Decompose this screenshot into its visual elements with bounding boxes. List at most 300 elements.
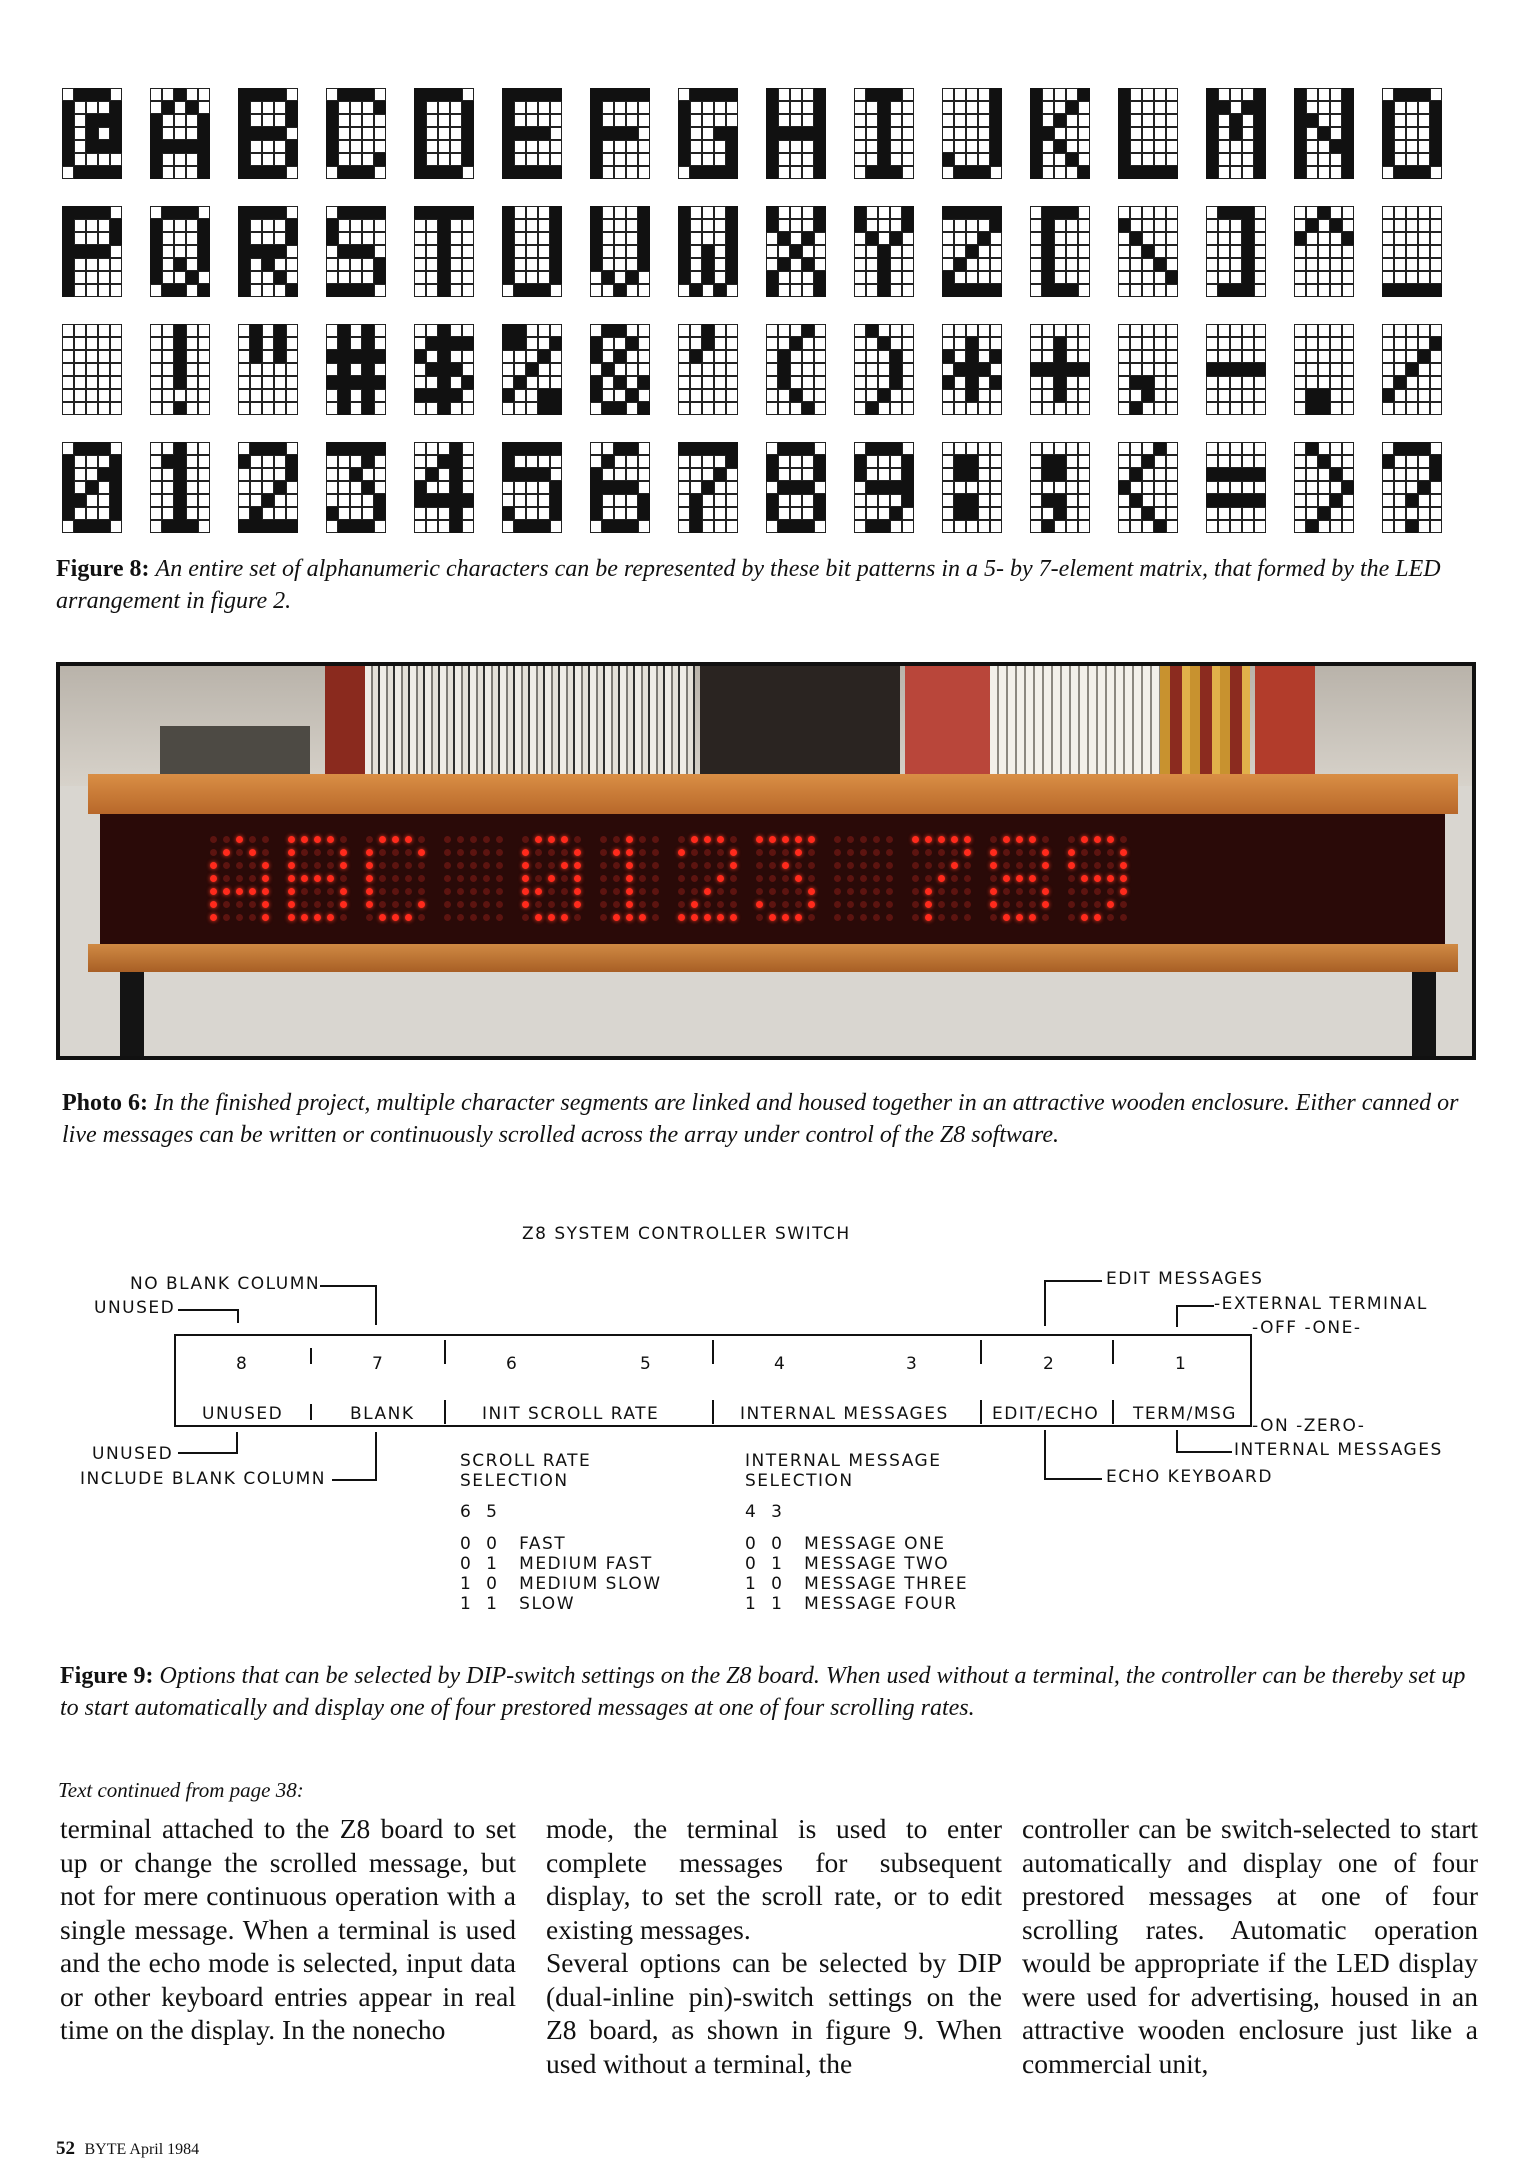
matrix-cell	[198, 206, 210, 219]
matrix-cell	[1142, 284, 1154, 297]
matrix-cell	[98, 363, 110, 376]
matrix-cell	[1242, 337, 1254, 350]
matrix-cell	[1306, 166, 1318, 179]
page-number: 52	[56, 2138, 75, 2159]
matrix-cell	[890, 337, 902, 350]
matrix-cell	[338, 494, 350, 507]
matrix-cell	[890, 153, 902, 166]
matrix-cell	[1230, 271, 1242, 284]
led-dot	[730, 901, 737, 908]
matrix-cell	[1294, 258, 1306, 271]
matrix-cell	[62, 271, 74, 284]
led-dot	[574, 862, 581, 869]
matrix-cell	[262, 494, 274, 507]
matrix-cell	[86, 258, 98, 271]
matrix-cell	[1406, 389, 1418, 402]
matrix-cell	[250, 232, 262, 245]
led-dot	[990, 914, 997, 921]
matrix-cell	[978, 481, 990, 494]
char-glyph	[238, 206, 298, 297]
led-dot	[561, 862, 568, 869]
matrix-cell	[1382, 114, 1394, 127]
matrix-cell	[1030, 153, 1042, 166]
matrix-cell	[1078, 258, 1090, 271]
matrix-cell	[714, 127, 726, 140]
matrix-cell	[1230, 481, 1242, 494]
matrix-cell	[350, 468, 362, 481]
matrix-cell	[1242, 402, 1254, 415]
matrix-cell	[186, 206, 198, 219]
matrix-cell	[262, 245, 274, 258]
matrix-cell	[954, 337, 966, 350]
matrix-cell	[110, 363, 122, 376]
matrix-cell	[1078, 363, 1090, 376]
matrix-cell	[174, 455, 186, 468]
matrix-cell	[1418, 520, 1430, 533]
led-dot	[691, 862, 698, 869]
matrix-cell	[110, 232, 122, 245]
matrix-cell	[526, 324, 538, 337]
matrix-cell	[350, 442, 362, 455]
matrix-cell	[678, 271, 690, 284]
matrix-cell	[426, 232, 438, 245]
matrix-cell	[450, 284, 462, 297]
matrix-cell	[638, 389, 650, 402]
led-dot	[379, 875, 386, 882]
matrix-cell	[1406, 127, 1418, 140]
led-dot	[535, 836, 542, 843]
page-footer	[56, 2138, 199, 2160]
matrix-cell	[814, 166, 826, 179]
matrix-cell	[1218, 258, 1230, 271]
matrix-cell	[1318, 232, 1330, 245]
matrix-cell	[426, 114, 438, 127]
matrix-cell	[1382, 166, 1394, 179]
matrix-cell	[802, 245, 814, 258]
matrix-cell	[726, 127, 738, 140]
matrix-cell	[374, 376, 386, 389]
matrix-cell	[702, 350, 714, 363]
matrix-cell	[274, 324, 286, 337]
matrix-cell	[438, 166, 450, 179]
matrix-cell	[1418, 153, 1430, 166]
matrix-cell	[790, 153, 802, 166]
matrix-cell	[854, 219, 866, 232]
matrix-cell	[1054, 455, 1066, 468]
matrix-cell	[1230, 245, 1242, 258]
matrix-cell	[1406, 114, 1418, 127]
matrix-cell	[790, 114, 802, 127]
matrix-cell	[942, 402, 954, 415]
matrix-cell	[1142, 206, 1154, 219]
led-dot	[1003, 862, 1010, 869]
matrix-cell	[414, 101, 426, 114]
matrix-cell	[590, 494, 602, 507]
matrix-cell	[286, 494, 298, 507]
matrix-cell	[890, 88, 902, 101]
matrix-cell	[462, 245, 474, 258]
matrix-cell	[766, 271, 778, 284]
label-unused-top: UNUSED	[94, 1298, 176, 1318]
matrix-cell	[374, 337, 386, 350]
led-dot	[301, 836, 308, 843]
matrix-cell	[1406, 206, 1418, 219]
matrix-cell	[1394, 520, 1406, 533]
matrix-cell	[990, 376, 1002, 389]
matrix-cell	[238, 140, 250, 153]
led-dot	[639, 836, 646, 843]
matrix-cell	[1242, 520, 1254, 533]
matrix-cell	[1342, 166, 1354, 179]
matrix-cell	[1154, 219, 1166, 232]
matrix-cell	[550, 101, 562, 114]
matrix-cell	[1042, 88, 1054, 101]
matrix-cell	[514, 127, 526, 140]
matrix-cell	[462, 442, 474, 455]
matrix-cell	[1042, 468, 1054, 481]
matrix-cell	[1042, 494, 1054, 507]
matrix-cell	[678, 245, 690, 258]
matrix-cell	[1418, 271, 1430, 284]
matrix-cell	[690, 114, 702, 127]
matrix-cell	[414, 389, 426, 402]
matrix-cell	[174, 88, 186, 101]
matrix-cell	[942, 88, 954, 101]
matrix-cell	[262, 520, 274, 533]
matrix-cell	[414, 337, 426, 350]
matrix-cell	[778, 494, 790, 507]
matrix-cell	[1418, 337, 1430, 350]
led-dot	[1107, 849, 1114, 856]
led-dot	[223, 862, 230, 869]
matrix-cell	[1430, 114, 1442, 127]
matrix-cell	[1118, 363, 1130, 376]
matrix-cell	[162, 507, 174, 520]
matrix-cell	[1330, 101, 1342, 114]
matrix-cell	[714, 219, 726, 232]
matrix-cell	[614, 494, 626, 507]
led-dot	[1068, 875, 1075, 882]
matrix-cell	[1394, 402, 1406, 415]
char-glyph	[854, 324, 914, 415]
matrix-cell	[726, 245, 738, 258]
matrix-cell	[1230, 101, 1242, 114]
matrix-cell	[638, 350, 650, 363]
matrix-cell	[1142, 258, 1154, 271]
matrix-cell	[1130, 350, 1142, 363]
matrix-cell	[426, 166, 438, 179]
matrix-cell	[678, 114, 690, 127]
matrix-cell	[1054, 101, 1066, 114]
matrix-cell	[614, 114, 626, 127]
matrix-cell	[186, 350, 198, 363]
matrix-cell	[1382, 258, 1394, 271]
matrix-cell	[174, 402, 186, 415]
matrix-cell	[878, 101, 890, 114]
matrix-cell	[1242, 140, 1254, 153]
matrix-cell	[1206, 127, 1218, 140]
matrix-cell	[98, 455, 110, 468]
field-init-scroll-rate: INIT SCROLL RATE	[482, 1404, 660, 1424]
matrix-cell	[338, 284, 350, 297]
matrix-cell	[502, 166, 514, 179]
led-dot	[1042, 849, 1049, 856]
led-dot	[392, 901, 399, 908]
led-dot	[951, 849, 958, 856]
matrix-cell	[602, 114, 614, 127]
led-dot	[262, 901, 269, 908]
matrix-cell	[514, 140, 526, 153]
matrix-cell	[766, 350, 778, 363]
matrix-cell	[502, 350, 514, 363]
matrix-cell	[1130, 219, 1142, 232]
matrix-cell	[110, 219, 122, 232]
matrix-cell	[854, 166, 866, 179]
led-dot	[613, 914, 620, 921]
matrix-cell	[1118, 402, 1130, 415]
matrix-cell	[1342, 507, 1354, 520]
matrix-cell	[690, 245, 702, 258]
matrix-cell	[426, 507, 438, 520]
matrix-cell	[1154, 284, 1166, 297]
matrix-cell	[250, 114, 262, 127]
matrix-cell	[1042, 153, 1054, 166]
led-dot	[678, 862, 685, 869]
matrix-cell	[438, 219, 450, 232]
matrix-cell	[1218, 468, 1230, 481]
matrix-cell	[374, 166, 386, 179]
matrix-cell	[186, 402, 198, 415]
matrix-cell	[1382, 101, 1394, 114]
matrix-cell	[414, 232, 426, 245]
led-dot	[990, 901, 997, 908]
matrix-cell	[526, 219, 538, 232]
matrix-cell	[150, 219, 162, 232]
matrix-cell	[1430, 153, 1442, 166]
matrix-cell	[638, 206, 650, 219]
body-column-3: controller can be switch-selected to start automatically and display one of four prestored messages at one of four scrolling rates. Automatic operation would be appropriate if the LED display were used for advertising, housed in an attractive wooden enclosure just like a commercial unit,	[1022, 1813, 1478, 2079]
matrix-cell	[726, 376, 738, 389]
matrix-cell	[614, 376, 626, 389]
led-dot	[223, 914, 230, 921]
matrix-cell	[1418, 442, 1430, 455]
matrix-cell	[414, 245, 426, 258]
matrix-cell	[374, 258, 386, 271]
matrix-cell	[978, 376, 990, 389]
field-blank: BLANK	[350, 1404, 415, 1424]
matrix-cell	[198, 324, 210, 337]
matrix-cell	[1294, 494, 1306, 507]
matrix-cell	[714, 337, 726, 350]
matrix-cell	[362, 219, 374, 232]
matrix-cell	[1230, 166, 1242, 179]
matrix-cell	[966, 206, 978, 219]
matrix-cell	[1054, 114, 1066, 127]
char-glyph	[854, 88, 914, 179]
led-dot	[288, 862, 295, 869]
matrix-cell	[590, 442, 602, 455]
matrix-cell	[1306, 140, 1318, 153]
matrix-cell	[1218, 376, 1230, 389]
matrix-cell	[538, 271, 550, 284]
matrix-cell	[978, 245, 990, 258]
led-dot	[262, 849, 269, 856]
matrix-cell	[62, 455, 74, 468]
matrix-cell	[374, 324, 386, 337]
matrix-cell	[1242, 468, 1254, 481]
matrix-cell	[1166, 376, 1178, 389]
matrix-cell	[978, 166, 990, 179]
matrix-cell	[150, 507, 162, 520]
led-dot	[379, 849, 386, 856]
matrix-cell	[1218, 507, 1230, 520]
matrix-cell	[1142, 271, 1154, 284]
matrix-cell	[74, 350, 86, 363]
matrix-cell	[326, 389, 338, 402]
led-dot	[938, 901, 945, 908]
matrix-cell	[62, 245, 74, 258]
matrix-cell	[350, 389, 362, 402]
matrix-cell	[1430, 402, 1442, 415]
matrix-cell	[1054, 402, 1066, 415]
led-dot	[795, 901, 802, 908]
matrix-cell	[250, 206, 262, 219]
matrix-cell	[778, 402, 790, 415]
matrix-cell	[274, 127, 286, 140]
matrix-cell	[86, 455, 98, 468]
matrix-cell	[426, 140, 438, 153]
led-dot	[795, 836, 802, 843]
matrix-cell	[1142, 389, 1154, 402]
char-glyph	[678, 88, 738, 179]
matrix-cell	[1430, 389, 1442, 402]
matrix-cell	[86, 245, 98, 258]
matrix-cell	[86, 232, 98, 245]
matrix-cell	[590, 507, 602, 520]
matrix-cell	[678, 219, 690, 232]
matrix-cell	[502, 114, 514, 127]
matrix-cell	[790, 363, 802, 376]
matrix-cell	[978, 258, 990, 271]
led-dot	[769, 849, 776, 856]
matrix-cell	[690, 376, 702, 389]
matrix-cell	[514, 363, 526, 376]
matrix-cell	[110, 337, 122, 350]
matrix-cell	[1042, 206, 1054, 219]
matrix-cell	[590, 337, 602, 350]
led-dot	[301, 875, 308, 882]
char-glyph	[1382, 88, 1442, 179]
continued-from-note: Text continued from page 38:	[58, 1778, 304, 1802]
matrix-cell	[942, 376, 954, 389]
matrix-cell	[802, 520, 814, 533]
matrix-cell	[678, 468, 690, 481]
led-dot	[730, 914, 737, 921]
matrix-cell	[690, 468, 702, 481]
matrix-cell	[1042, 337, 1054, 350]
led-dot	[808, 888, 815, 895]
led-dot	[236, 875, 243, 882]
matrix-cell	[978, 402, 990, 415]
matrix-cell	[602, 245, 614, 258]
matrix-cell	[814, 140, 826, 153]
matrix-cell	[778, 284, 790, 297]
matrix-cell	[890, 455, 902, 468]
matrix-cell	[462, 284, 474, 297]
matrix-cell	[878, 481, 890, 494]
led-dot	[483, 901, 490, 908]
matrix-cell	[286, 324, 298, 337]
matrix-cell	[778, 481, 790, 494]
char-glyph	[1030, 206, 1090, 297]
matrix-cell	[626, 140, 638, 153]
matrix-cell	[110, 88, 122, 101]
matrix-cell	[1142, 402, 1154, 415]
matrix-cell	[86, 507, 98, 520]
matrix-cell	[1430, 363, 1442, 376]
led-dot	[912, 901, 919, 908]
scroll-rate-subtitle: SELECTION	[460, 1471, 569, 1491]
matrix-cell	[690, 284, 702, 297]
matrix-cell	[602, 520, 614, 533]
led-dot	[834, 849, 841, 856]
matrix-cell	[1318, 350, 1330, 363]
matrix-cell	[1242, 324, 1254, 337]
matrix-cell	[414, 324, 426, 337]
matrix-cell	[274, 507, 286, 520]
matrix-cell	[954, 127, 966, 140]
matrix-cell	[990, 481, 1002, 494]
matrix-cell	[1054, 88, 1066, 101]
matrix-cell	[186, 271, 198, 284]
matrix-cell	[978, 101, 990, 114]
matrix-cell	[150, 114, 162, 127]
matrix-cell	[802, 271, 814, 284]
matrix-cell	[1230, 140, 1242, 153]
matrix-cell	[854, 389, 866, 402]
matrix-cell	[162, 140, 174, 153]
matrix-cell	[1254, 350, 1266, 363]
matrix-cell	[866, 127, 878, 140]
matrix-cell	[678, 284, 690, 297]
matrix-cell	[1206, 363, 1218, 376]
matrix-cell	[1430, 324, 1442, 337]
matrix-cell	[502, 232, 514, 245]
matrix-cell	[1306, 101, 1318, 114]
matrix-cell	[1318, 153, 1330, 166]
matrix-cell	[1054, 140, 1066, 153]
matrix-cell	[802, 258, 814, 271]
matrix-cell	[854, 258, 866, 271]
matrix-cell	[1330, 337, 1342, 350]
matrix-cell	[286, 127, 298, 140]
matrix-cell	[1130, 494, 1142, 507]
led-dot	[1003, 836, 1010, 843]
matrix-cell	[1030, 442, 1042, 455]
matrix-cell	[1430, 350, 1442, 363]
matrix-cell	[602, 206, 614, 219]
matrix-cell	[162, 258, 174, 271]
matrix-cell	[614, 101, 626, 114]
matrix-cell	[162, 166, 174, 179]
matrix-cell	[438, 114, 450, 127]
matrix-cell	[1318, 206, 1330, 219]
matrix-cell	[1382, 140, 1394, 153]
matrix-cell	[1242, 245, 1254, 258]
matrix-cell	[162, 442, 174, 455]
led-dot	[717, 914, 724, 921]
matrix-cell	[110, 481, 122, 494]
